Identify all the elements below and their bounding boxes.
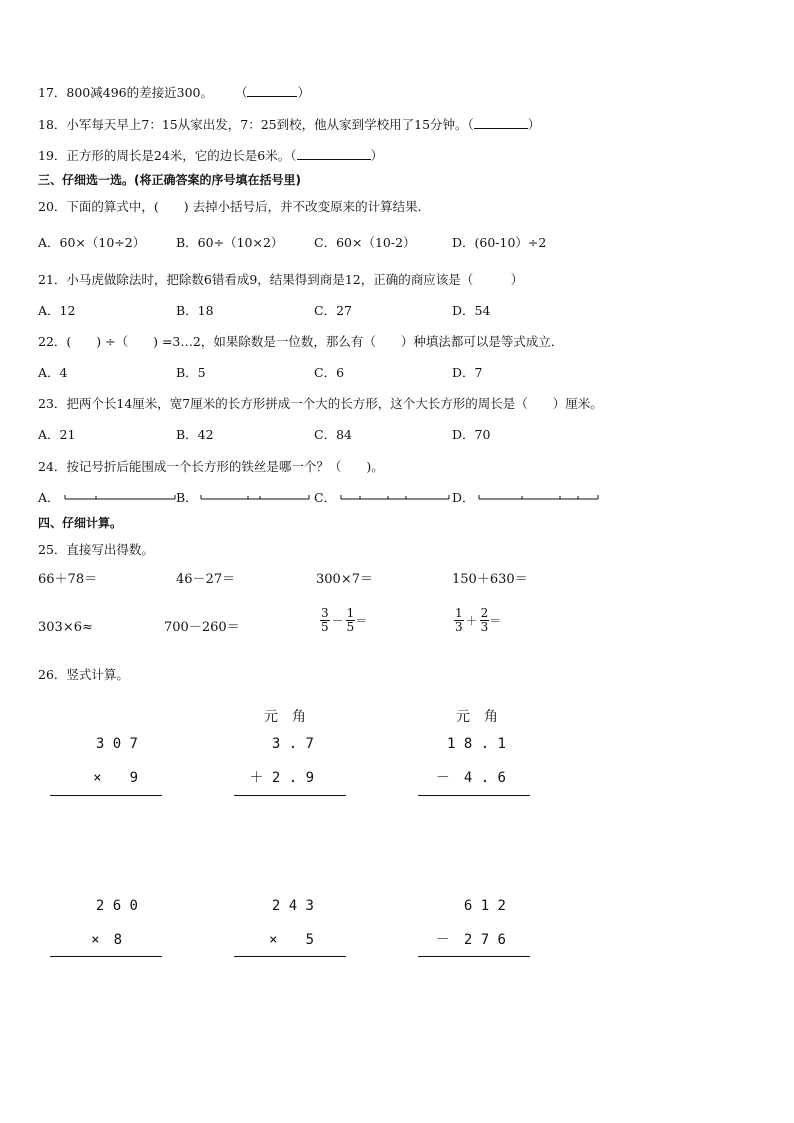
option-d[interactable]: D．(60-10）÷2 xyxy=(452,235,547,250)
option-b[interactable]: B．42 xyxy=(176,427,214,442)
fraction-expression: $\frac{3}{5}$ － $\frac{1}{5}$ ＝ xyxy=(321,606,368,634)
option-c[interactable] xyxy=(314,490,336,506)
option-c[interactable]: C．84 xyxy=(314,427,352,442)
option-d[interactable]: D．70 xyxy=(452,427,491,442)
fraction-expression: $\frac{1}{3}$ ＋ $\frac{2}{3}$ ＝ xyxy=(455,606,502,634)
option-label: A． xyxy=(38,490,60,505)
fraction: $\frac{3}{5}$ xyxy=(321,606,329,634)
calc-item: 700－260＝ xyxy=(164,620,240,635)
option-a[interactable]: A．12 xyxy=(38,303,76,318)
calc-item: 303×6≈ xyxy=(38,620,93,635)
paren-close: ） xyxy=(370,148,384,163)
option-a[interactable]: A．21 xyxy=(38,427,76,442)
answer-blank[interactable] xyxy=(474,116,528,129)
option-a[interactable]: A．60×（10÷2） xyxy=(38,235,146,250)
option-b[interactable]: B．5 xyxy=(176,365,206,380)
paren-open: （ xyxy=(234,85,248,100)
paren-close: ） xyxy=(297,85,310,100)
option-label: D． xyxy=(452,490,475,505)
question-text: 17．800减496的差接近300。 xyxy=(38,85,213,100)
calc-item: 150＋630＝ xyxy=(452,572,528,587)
wire-d-image xyxy=(478,494,600,502)
wire-a-image xyxy=(64,494,176,502)
section-3-heading: 三、仔细选一选。(将正确答案的序号填在括号里) xyxy=(38,173,301,187)
question-19 xyxy=(38,147,383,164)
unit-header: 元 角 xyxy=(456,709,498,725)
calc-item: 300×7＝ xyxy=(316,572,373,587)
option-d[interactable] xyxy=(452,490,475,506)
answer-rule xyxy=(234,795,346,796)
question-23: 23．把两个长14厘米，宽7厘米的长方形拼成一个大的长方形，这个大长方形的周长是（ ）厘米。 xyxy=(38,396,603,411)
option-d[interactable]: D．7 xyxy=(452,365,483,380)
question-18 xyxy=(38,116,540,133)
question-25: 25．直接写出得数。 xyxy=(38,542,154,557)
question-text: 18．小军每天早上7：15从家出发，7：25到校，他从家到学校用了15分钟。 xyxy=(38,117,468,132)
question-20: 20．下面的算式中，( ) 去掉小括号后，并不改变原来的计算结果． xyxy=(38,199,431,214)
question-26: 26．竖式计算。 xyxy=(38,667,129,682)
option-a[interactable] xyxy=(38,490,60,506)
question-24: 24．按记号折后能围成一个长方形的铁丝是哪一个？（ )。 xyxy=(38,459,384,474)
calc-item: 66＋78＝ xyxy=(38,572,98,587)
calc-item: 46－27＝ xyxy=(176,572,236,587)
option-c[interactable]: C．60×（10-2） xyxy=(314,235,416,250)
option-a[interactable]: A．4 xyxy=(38,365,68,380)
paren-open: （ xyxy=(290,148,297,163)
answer-rule xyxy=(418,795,530,796)
paren-open: （ xyxy=(467,117,474,132)
fraction: $\frac{1}{3}$ xyxy=(455,606,463,634)
answer-rule xyxy=(234,956,346,957)
question-text: 19．正方形的周长是24米，它的边长是6米。 xyxy=(38,148,291,163)
wire-b-image xyxy=(200,494,310,502)
option-label: B． xyxy=(176,490,198,505)
option-label: C． xyxy=(314,490,337,505)
question-22: 22．( ) ÷（ ) =3…2，如果除数是一位数，那么有（ ）种填法都可以是等式成立． xyxy=(38,334,564,349)
answer-rule xyxy=(50,795,162,796)
fraction: $\frac{2}{3}$ xyxy=(480,606,489,634)
option-c[interactable]: C．27 xyxy=(314,303,352,318)
fraction: $\frac{1}{5}$ xyxy=(346,606,355,634)
answer-rule xyxy=(50,956,162,957)
option-b[interactable]: B．18 xyxy=(176,303,214,318)
answer-blank[interactable] xyxy=(297,147,371,160)
answer-rule xyxy=(418,956,530,957)
paren-close: ） xyxy=(527,117,541,132)
answer-blank[interactable] xyxy=(247,84,297,97)
option-c[interactable]: C．6 xyxy=(314,365,345,380)
question-17 xyxy=(38,84,310,101)
option-b[interactable] xyxy=(176,490,198,506)
option-d[interactable]: D．54 xyxy=(452,303,491,318)
question-21: 21．小马虎做除法时，把除数6错看成9，结果得到商是12，正确的商应该是（ ） xyxy=(38,272,524,287)
unit-header: 元 角 xyxy=(264,709,306,725)
option-b[interactable]: B．60÷（10×2） xyxy=(176,235,284,250)
wire-c-image xyxy=(340,494,450,502)
section-4-heading: 四、仔细计算。 xyxy=(38,516,123,530)
